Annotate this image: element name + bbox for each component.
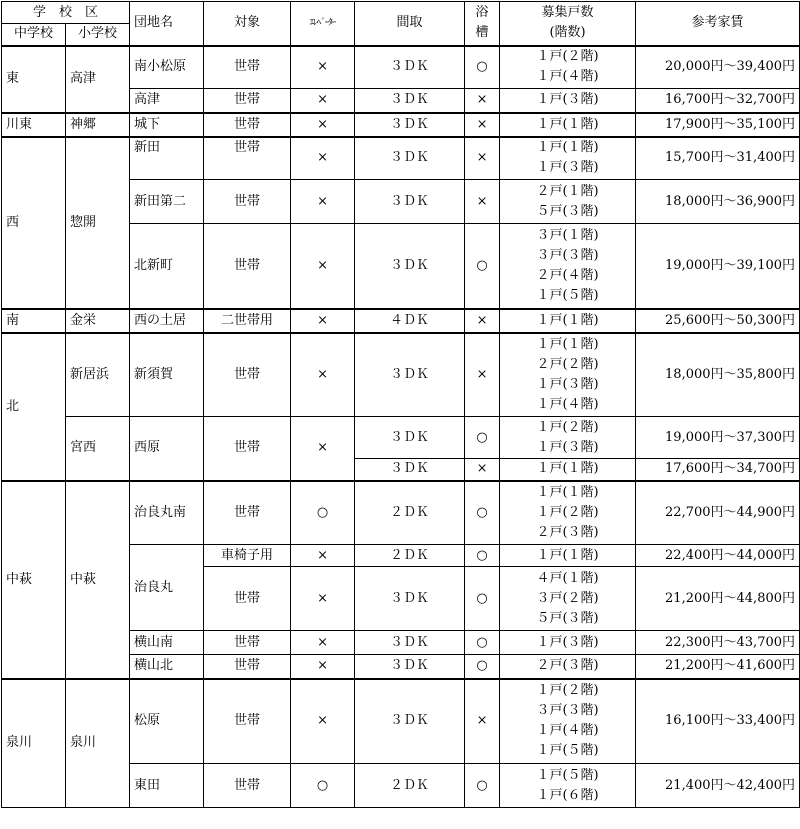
rent-cell: 20,000円～39,400円 xyxy=(636,46,800,89)
junior-high-cell: 南 xyxy=(2,309,66,333)
layout-cell: ２ＤＫ xyxy=(355,481,465,545)
elementary-cell: 中萩 xyxy=(66,481,130,679)
layout-cell: ３ＤＫ xyxy=(355,679,465,764)
rent-cell: 21,400円～42,400円 xyxy=(636,764,800,808)
table-row xyxy=(2,46,800,89)
school-district-header: 学 校 区 xyxy=(2,2,130,24)
elevator-cell: × xyxy=(291,333,355,417)
layout-cell: ３ＤＫ xyxy=(355,113,465,137)
bathtub-cell: ○ xyxy=(465,417,500,459)
complex-name-cell: 高津 xyxy=(130,89,204,113)
bathtub-cell: ○ xyxy=(465,481,500,545)
complex-name-cell: 新田第二 xyxy=(130,180,204,224)
units-cell: ３戸(１階) ３戸(３階) ２戸(４階) １戸(５階) xyxy=(500,224,636,309)
bathtub-cell: × xyxy=(465,309,500,333)
units-cell: １戸(２階) ３戸(３階) １戸(４階) １戸(５階) xyxy=(500,679,636,764)
junior-high-header: 中学校 xyxy=(2,24,66,46)
rent-cell: 16,100円～33,400円 xyxy=(636,679,800,764)
elevator-cell: × xyxy=(291,631,355,655)
bathtub-cell: × xyxy=(465,113,500,137)
rent-cell: 21,200円～44,800円 xyxy=(636,567,800,631)
target-cell: 世帯 xyxy=(204,113,291,137)
elevator-cell: × xyxy=(291,567,355,631)
layout-header: 間取 xyxy=(355,2,465,46)
units-cell: １戸(１階) xyxy=(500,459,636,481)
target-header: 対象 xyxy=(204,2,291,46)
units-cell: １戸(１階) ２戸(２階) １戸(３階) １戸(４階) xyxy=(500,333,636,417)
units-cell: １戸(１階) xyxy=(500,113,636,137)
target-cell: 世帯 xyxy=(204,764,291,808)
bathtub-cell: × xyxy=(465,137,500,180)
units-cell: １戸(１階) xyxy=(500,545,636,567)
target-cell: 世帯 xyxy=(204,567,291,631)
units-cell: ４戸(１階) ３戸(２階) ５戸(３階) xyxy=(500,567,636,631)
rent-cell: 16,700円～32,700円 xyxy=(636,89,800,113)
target-cell: 世帯 xyxy=(204,655,291,679)
housing-vacancy-table xyxy=(1,1,800,808)
rent-cell: 22,700円～44,900円 xyxy=(636,481,800,545)
layout-cell: ４ＤＫ xyxy=(355,309,465,333)
complex-name-cell: 治良丸南 xyxy=(130,481,204,545)
bathtub-cell: ○ xyxy=(465,545,500,567)
layout-cell: ３ＤＫ xyxy=(355,631,465,655)
table-row xyxy=(2,417,800,459)
layout-cell: ３ＤＫ xyxy=(355,655,465,679)
rent-cell: 17,600円～34,700円 xyxy=(636,459,800,481)
elevator-cell: × xyxy=(291,417,355,481)
target-cell: 二世帯用 xyxy=(204,309,291,333)
units-cell: １戸(１階) xyxy=(500,309,636,333)
complex-name-cell: 治良丸 xyxy=(130,545,204,631)
layout-cell: ３ＤＫ xyxy=(355,137,465,180)
complex-name-cell: 東田 xyxy=(130,764,204,808)
layout-cell: ２ＤＫ xyxy=(355,764,465,808)
bathtub-cell: × xyxy=(465,333,500,417)
elevator-cell: × xyxy=(291,137,355,180)
target-cell: 世帯 xyxy=(204,333,291,417)
elevator-cell: × xyxy=(291,655,355,679)
rent-cell: 18,000円～35,800円 xyxy=(636,333,800,417)
bathtub-cell: ○ xyxy=(465,631,500,655)
rent-cell: 22,400円～44,000円 xyxy=(636,545,800,567)
target-cell: 世帯 xyxy=(204,46,291,89)
elevator-cell: × xyxy=(291,89,355,113)
rent-cell: 17,900円～35,100円 xyxy=(636,113,800,137)
rent-cell: 18,000円～36,900円 xyxy=(636,180,800,224)
junior-high-cell: 東 xyxy=(2,46,66,113)
units-header: 募集戸数 (階数) xyxy=(500,2,636,46)
bathtub-cell: ○ xyxy=(465,764,500,808)
units-cell: ２戸(１階) ５戸(３階) xyxy=(500,180,636,224)
bathtub-cell: × xyxy=(465,89,500,113)
layout-cell: ３ＤＫ xyxy=(355,567,465,631)
rent-header: 参考家賃 xyxy=(636,2,800,46)
elevator-header: ｴﾚﾍﾞｰﾀｰ xyxy=(291,2,355,46)
complex-name-cell: 松原 xyxy=(130,679,204,764)
layout-cell: ３ＤＫ xyxy=(355,46,465,89)
elevator-cell: × xyxy=(291,180,355,224)
elementary-cell: 泉川 xyxy=(66,679,130,808)
target-cell: 世帯 xyxy=(204,180,291,224)
layout-cell: ３ＤＫ xyxy=(355,333,465,417)
rent-cell: 21,200円～41,600円 xyxy=(636,655,800,679)
layout-cell: ３ＤＫ xyxy=(355,180,465,224)
rent-cell: 15,700円～31,400円 xyxy=(636,137,800,180)
rent-cell: 19,000円～39,100円 xyxy=(636,224,800,309)
complex-name-header: 団地名 xyxy=(130,2,204,46)
bathtub-cell: ○ xyxy=(465,655,500,679)
elevator-cell: × xyxy=(291,309,355,333)
elevator-cell: × xyxy=(291,224,355,309)
layout-cell: ３ＤＫ xyxy=(355,459,465,481)
bathtub-cell: × xyxy=(465,459,500,481)
elementary-header: 小学校 xyxy=(66,24,130,46)
rent-cell: 19,000円～37,300円 xyxy=(636,417,800,459)
elevator-cell: ○ xyxy=(291,764,355,808)
target-cell: 世帯 xyxy=(204,137,291,180)
bathtub-cell: ○ xyxy=(465,567,500,631)
elementary-cell: 宮西 xyxy=(66,417,130,481)
bathtub-cell: × xyxy=(465,679,500,764)
complex-name-cell: 城下 xyxy=(130,113,204,137)
junior-high-cell: 泉川 xyxy=(2,679,66,808)
elementary-cell: 惣開 xyxy=(66,137,130,309)
units-cell: ２戸(３階) xyxy=(500,655,636,679)
layout-cell: ２ＤＫ xyxy=(355,545,465,567)
complex-name-cell: 南小松原 xyxy=(130,46,204,89)
complex-name-cell: 西の土居 xyxy=(130,309,204,333)
elevator-cell: × xyxy=(291,545,355,567)
elementary-cell: 神郷 xyxy=(66,113,130,137)
complex-name-cell: 北新町 xyxy=(130,224,204,309)
rent-cell: 22,300円～43,700円 xyxy=(636,631,800,655)
target-cell: 世帯 xyxy=(204,679,291,764)
target-cell: 車椅子用 xyxy=(204,545,291,567)
layout-cell: ３ＤＫ xyxy=(355,89,465,113)
elevator-cell: × xyxy=(291,679,355,764)
units-cell: １戸(３階) xyxy=(500,89,636,113)
units-cell: １戸(２階) １戸(３階) xyxy=(500,417,636,459)
bathtub-header: 浴 槽 xyxy=(465,2,500,46)
junior-high-cell: 西 xyxy=(2,137,66,309)
elevator-cell: ○ xyxy=(291,481,355,545)
target-cell: 世帯 xyxy=(204,631,291,655)
units-cell: １戸(２階) １戸(４階) xyxy=(500,46,636,89)
complex-name-cell: 新田 xyxy=(130,137,204,180)
target-cell: 世帯 xyxy=(204,89,291,113)
bathtub-cell: × xyxy=(465,180,500,224)
junior-high-cell: 中萩 xyxy=(2,481,66,679)
complex-name-cell: 横山北 xyxy=(130,655,204,679)
units-cell: １戸(３階) xyxy=(500,631,636,655)
elementary-cell: 金栄 xyxy=(66,309,130,333)
rent-cell: 25,600円～50,300円 xyxy=(636,309,800,333)
units-cell: １戸(１階) １戸(３階) xyxy=(500,137,636,180)
target-cell: 世帯 xyxy=(204,481,291,545)
bathtub-cell: ○ xyxy=(465,224,500,309)
complex-name-cell: 西原 xyxy=(130,417,204,481)
target-cell: 世帯 xyxy=(204,224,291,309)
elevator-cell: × xyxy=(291,113,355,137)
elevator-cell: × xyxy=(291,46,355,89)
junior-high-cell: 北 xyxy=(2,333,66,481)
complex-name-cell: 新須賀 xyxy=(130,333,204,417)
bathtub-cell: ○ xyxy=(465,46,500,89)
table-row xyxy=(2,481,800,545)
table-row xyxy=(2,309,800,333)
units-cell: １戸(１階) １戸(２階) ２戸(３階) xyxy=(500,481,636,545)
layout-cell: ３ＤＫ xyxy=(355,417,465,459)
elementary-cell: 新居浜 xyxy=(66,333,130,417)
table-row xyxy=(2,333,800,417)
layout-cell: ３ＤＫ xyxy=(355,224,465,309)
target-cell: 世帯 xyxy=(204,417,291,481)
units-cell: １戸(５階) １戸(６階) xyxy=(500,764,636,808)
junior-high-cell: 川東 xyxy=(2,113,66,137)
complex-name-cell: 横山南 xyxy=(130,631,204,655)
table-row xyxy=(2,113,800,137)
table-row xyxy=(2,137,800,180)
elementary-cell: 高津 xyxy=(66,46,130,113)
table-row xyxy=(2,679,800,764)
